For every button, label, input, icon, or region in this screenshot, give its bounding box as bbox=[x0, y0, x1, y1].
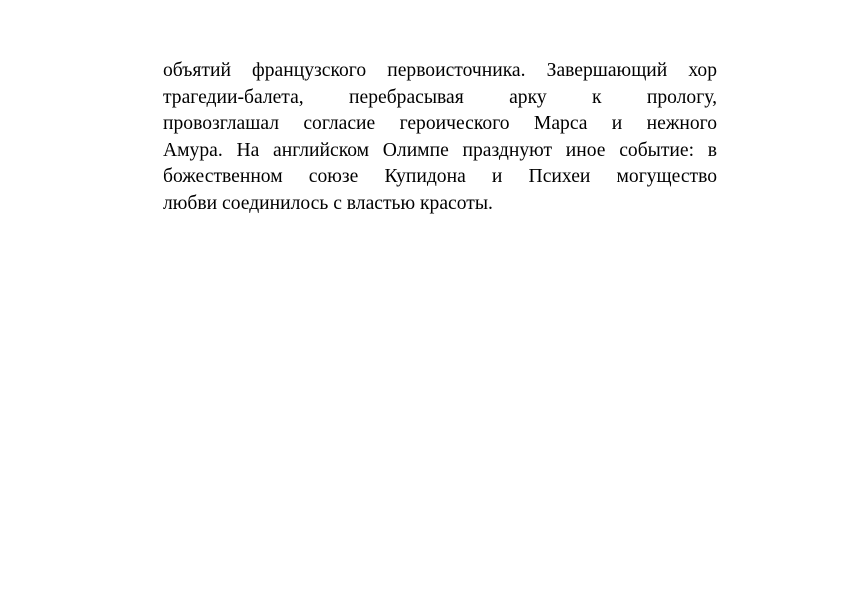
text-line-4: Амура. На английском Олимпе празднуют иное событие: в bbox=[163, 139, 717, 161]
paragraph bbox=[163, 58, 717, 218]
text-line-5: божественном союзе Купидона и Психеи могущество bbox=[163, 166, 717, 188]
text-line-6: любви соединилось с властью красоты. bbox=[163, 192, 493, 214]
text-line-2: трагедии-балета, перебрасывая арку к прологу, bbox=[163, 86, 717, 108]
text-line-1: объятий французского первоисточника. Завершающий хор bbox=[163, 60, 717, 81]
text-line-3: провозглашал согласие героического Марса и нежного bbox=[163, 113, 717, 135]
